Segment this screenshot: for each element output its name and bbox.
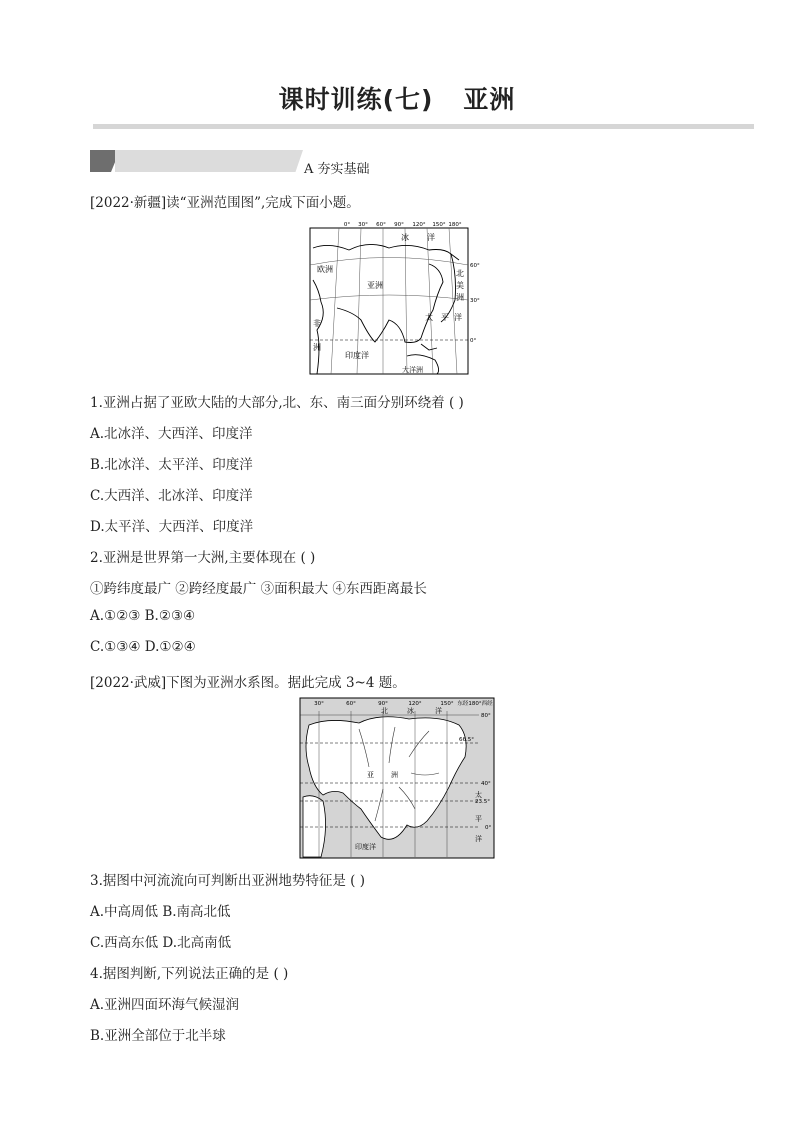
map1-label-indian: 印度洋 (345, 351, 369, 360)
map2-lat-40: 40° (481, 781, 491, 787)
q2-stem: 2.亚洲是世界第一大洲,主要体现在 ( ) (90, 550, 316, 566)
svg-text:洲: 洲 (456, 293, 464, 302)
map2-lat-23: 23.5° (475, 799, 490, 805)
map2-lon-30: 30° (314, 701, 324, 707)
q1-option-d: D.太平洋、大西洋、印度洋 (90, 519, 254, 535)
q3-options-ab: A.中高周低 B.南高北低 (90, 904, 231, 920)
map1-label-asia: 亚洲 (367, 281, 383, 290)
q4-stem: 4.据图判断,下列说法正确的是 ( ) (90, 966, 289, 982)
q2-statements: ①跨纬度最广 ②跨经度最广 ③面积最大 ④东西距离最长 (90, 581, 427, 597)
q3-options-cd: C.西高东低 D.北高南低 (90, 935, 232, 951)
q4-option-b: B.亚洲全部位于北半球 (90, 1028, 226, 1044)
map1-lon-180: 180° (448, 222, 462, 228)
q1-option-b: B.北冰洋、太平洋、印度洋 (90, 457, 253, 473)
q2-options-ab: A.①②③ B.②③④ (90, 608, 196, 624)
map1-lon-30: 30° (358, 222, 368, 228)
map1-lon-90: 90° (394, 222, 404, 228)
map2-lon-60: 60° (346, 701, 356, 707)
map2-label-yang: 洋 (435, 707, 442, 715)
map2-lat-66: 66.5° (459, 737, 474, 743)
map1-lon-60: 60° (376, 222, 386, 228)
map1-label-africa: 非 (313, 319, 321, 328)
map1-lon-0: 0° (343, 222, 351, 228)
map1-label-europe: 欧洲 (317, 265, 333, 274)
map1-label-pacific-3: 洋 (454, 313, 462, 322)
map1-label-namerica (456, 268, 464, 302)
q1-stem: 1.亚洲占据了亚欧大陆的大部分,北、东、南三面分别环绕着 ( ) (90, 395, 464, 411)
svg-text:美: 美 (456, 281, 464, 290)
q1-option-c: C.大西洋、北冰洋、印度洋 (90, 488, 253, 504)
svg-text:北: 北 (456, 269, 464, 278)
map1-frame (310, 228, 468, 374)
map2-label-bing: 冰 (407, 707, 414, 715)
asia-river-map (299, 697, 495, 859)
map1-lat-0: 0° (470, 338, 477, 344)
map2-label-ping: 平 (475, 815, 482, 823)
intro-1: [2022·新疆]读“亚洲范围图”,完成下面小题。 (90, 195, 360, 211)
map2-label-yang2: 洋 (475, 835, 482, 843)
map2-label-indian: 印度洋 (355, 843, 376, 851)
q3-stem: 3.据图中河流流向可判断出亚洲地势特征是 ( ) (90, 873, 365, 889)
page-title: 课时训练(七) 亚洲 (278, 85, 516, 114)
map1-label-oceania: 大洋洲 (402, 366, 423, 374)
map1-label-pacific-1: 太 (425, 313, 433, 322)
map2-lat-0: 0° (485, 825, 492, 831)
q2-options-cd: C.①③④ D.①②④ (90, 639, 196, 655)
map2-lon-180: 东经180°西经 (457, 701, 493, 707)
q4-option-a: A.亚洲四面环海气候湿润 (90, 997, 240, 1013)
title-divider (93, 124, 754, 129)
q1-option-a: A.北冰洋、大西洋、印度洋 (90, 426, 253, 442)
map2-label-ya: 亚 (367, 771, 374, 779)
map2-label-tai: 太 (475, 791, 482, 799)
asia-range-map (309, 220, 480, 376)
map1-lon-150: 150° (432, 222, 446, 228)
map1-label-arctic-2: 洋 (427, 233, 435, 242)
map1-label-africa-2: 洲 (313, 343, 321, 352)
map1-label-pacific-2: 平 (441, 313, 449, 322)
map2-label-bei: 北 (381, 707, 388, 715)
map1-lat-60: 60° (470, 263, 480, 269)
intro-2: [2022·武威]下图为亚洲水系图。据此完成 3~4 题。 (90, 675, 406, 691)
map2-lat-80: 80° (481, 713, 491, 719)
map2-lon-90: 90° (378, 701, 388, 707)
map1-lon-120: 120° (412, 222, 426, 228)
map2-label-zhou: 洲 (391, 771, 398, 779)
map1-lat-30: 30° (470, 298, 480, 304)
map2-lon-120: 120° (408, 701, 422, 707)
section-marker-bar (115, 150, 303, 172)
section-label: A 夯实基础 (304, 162, 370, 177)
map2-lon-150: 150° (440, 701, 454, 707)
map1-label-arctic-1: 冰 (401, 233, 409, 242)
